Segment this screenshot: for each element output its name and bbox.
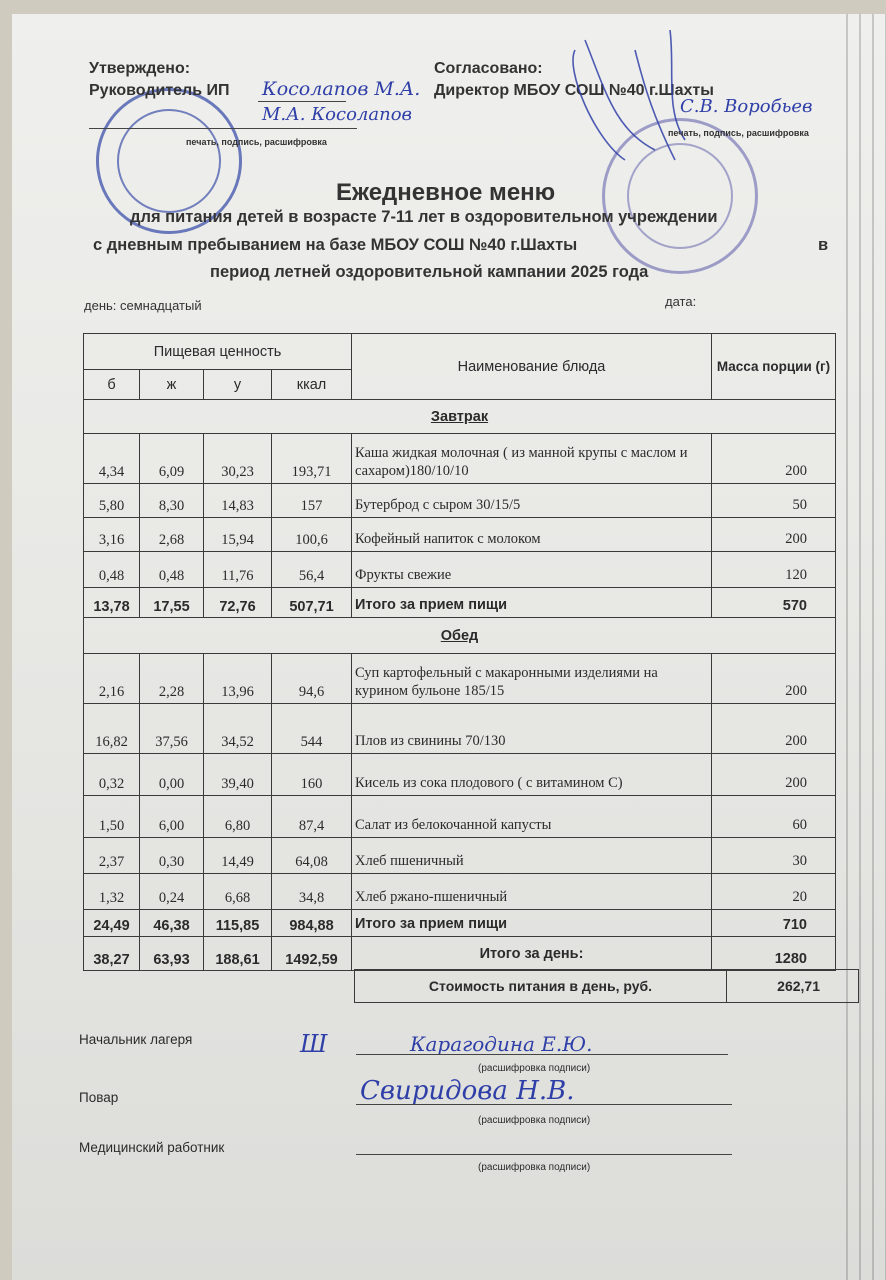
agreed-label: Согласовано: (434, 60, 543, 77)
cell-b: 3,16 (84, 518, 140, 552)
cell-b: 5,80 (84, 484, 140, 518)
approved-role: Руководитель ИП (89, 82, 230, 99)
cell-u: 14,49 (204, 838, 272, 874)
agreed-handwritten-scribble (565, 30, 695, 170)
cell-mass: 200 (712, 754, 836, 796)
cell-u: 6,68 (204, 874, 272, 910)
table-row (84, 552, 836, 588)
cell-zh: 17,55 (140, 588, 204, 618)
cell-mass: 1280 (712, 937, 836, 971)
agreed-signature: С.В. Воробьев (680, 96, 813, 117)
cell-b: 38,27 (84, 937, 140, 971)
cell-u: 188,61 (204, 937, 272, 971)
cell-dish: Суп картофельный с макаронными изделиями на курином бульоне 185/15 (352, 654, 712, 704)
camp-head-scribble: Ш (300, 1030, 328, 1058)
cell-kcal: 544 (272, 704, 352, 754)
cell-mass: 120 (712, 552, 836, 588)
cook-caption: (расшифровка подписи) (478, 1115, 591, 1126)
cell-b: 13,78 (84, 588, 140, 618)
cell-mass: 200 (712, 434, 836, 484)
cell-b: 2,37 (84, 838, 140, 874)
cell-dish: Салат из белокочанной капусты (352, 796, 712, 838)
cell-total-label: Итого за прием пищи (352, 910, 712, 937)
camp-head-label: Начальник лагеря (79, 1032, 193, 1047)
table-row (84, 654, 836, 704)
cell-dish: Фрукты свежие (352, 552, 712, 588)
cell-zh: 6,09 (140, 434, 204, 484)
cell-mass: 200 (712, 704, 836, 754)
table-row (84, 838, 836, 874)
cell-kcal: 1492,59 (272, 937, 352, 971)
camp-head-caption: (расшифровка подписи) (478, 1063, 591, 1074)
cell-b: 24,49 (84, 910, 140, 937)
cell-u: 6,80 (204, 796, 272, 838)
table-row (84, 874, 836, 910)
cell-u: 39,40 (204, 754, 272, 796)
cell-zh: 0,24 (140, 874, 204, 910)
cell-u: 11,76 (204, 552, 272, 588)
table-row (84, 434, 836, 484)
cell-b: 0,48 (84, 552, 140, 588)
cell-mass: 50 (712, 484, 836, 518)
table-row (84, 796, 836, 838)
cell-zh: 0,30 (140, 838, 204, 874)
cell-dish: Плов из свинины 70/130 (352, 704, 712, 754)
cell-zh: 0,48 (140, 552, 204, 588)
medic-label: Медицинский работник (79, 1140, 225, 1155)
cost-value: 262,71 (727, 970, 859, 1003)
header-zh: ж (140, 370, 204, 400)
cell-dish: Кофейный напиток с молоком (352, 518, 712, 552)
cell-mass: 570 (712, 588, 836, 618)
cell-b: 16,82 (84, 704, 140, 754)
cell-kcal: 64,08 (272, 838, 352, 874)
cell-zh: 37,56 (140, 704, 204, 754)
header-b: б (84, 370, 140, 400)
camp-head-signature: Карагодина Е.Ю. (410, 1032, 593, 1056)
cell-kcal: 157 (272, 484, 352, 518)
approved-signature-decoded: М.А. Косолапов (262, 104, 413, 125)
cell-zh: 46,38 (140, 910, 204, 937)
camp-head-line (356, 1054, 728, 1055)
cell-kcal: 984,88 (272, 910, 352, 937)
header-nutrition: Пищевая ценность (84, 334, 352, 370)
cost-label: Стоимость питания в день, руб. (355, 970, 727, 1003)
cell-u: 115,85 (204, 910, 272, 937)
agreed-caption: печать, подпись, расшифровка (668, 128, 809, 138)
cell-dish: Каша жидкая молочная ( из манной крупы с маслом и сахаром)180/10/10 (352, 434, 712, 484)
cell-mass: 60 (712, 796, 836, 838)
cell-u: 34,52 (204, 704, 272, 754)
cell-mass: 30 (712, 838, 836, 874)
approved-line (89, 128, 357, 129)
cell-day-total-label: Итого за день: (352, 937, 712, 971)
table-row (84, 484, 836, 518)
cell-zh: 8,30 (140, 484, 204, 518)
cell-total-label: Итого за прием пищи (352, 588, 712, 618)
cell-dish: Хлеб пшеничный (352, 838, 712, 874)
agreed-role: Директор МБОУ СОШ №40 г.Шахты (434, 82, 714, 99)
cook-signature: Свиридова Н.В. (360, 1076, 575, 1106)
cell-zh: 2,28 (140, 654, 204, 704)
header-mass: Масса порции (г) (712, 334, 836, 400)
cell-zh: 2,68 (140, 518, 204, 552)
cell-b: 1,32 (84, 874, 140, 910)
section-lunch: Обед (84, 618, 836, 654)
approved-signature: Косолапов М.А. (262, 78, 421, 100)
cell-u: 13,96 (204, 654, 272, 704)
menu-table (83, 333, 836, 971)
title-line-2-tail: в (818, 236, 829, 254)
header-u: у (204, 370, 272, 400)
approved-label: Утверждено: (89, 60, 191, 77)
cell-dish: Кисель из сока плодового ( с витамином С) (352, 754, 712, 796)
cell-kcal: 34,8 (272, 874, 352, 910)
medic-line (356, 1154, 732, 1155)
header-kcal: ккал (272, 370, 352, 400)
cell-b: 1,50 (84, 796, 140, 838)
cell-kcal: 193,71 (272, 434, 352, 484)
table-row (84, 704, 836, 754)
cell-zh: 63,93 (140, 937, 204, 971)
cost-table (354, 969, 859, 1003)
table-row (84, 754, 836, 796)
section-breakfast: Завтрак (84, 400, 836, 434)
cell-u: 72,76 (204, 588, 272, 618)
cell-kcal: 507,71 (272, 588, 352, 618)
date-label: дата: (665, 294, 697, 309)
lunch-total-row (84, 910, 836, 937)
cell-kcal: 160 (272, 754, 352, 796)
approved-caption: печать, подпись, расшифровка (186, 137, 327, 147)
cell-kcal: 87,4 (272, 796, 352, 838)
cell-b: 2,16 (84, 654, 140, 704)
cell-u: 15,94 (204, 518, 272, 552)
cell-kcal: 56,4 (272, 552, 352, 588)
title-line-2: с дневным пребыванием на базе МБОУ СОШ №40 г.Шахты (93, 236, 578, 254)
cell-kcal: 94,6 (272, 654, 352, 704)
header-dish: Наименование блюда (352, 334, 712, 400)
cell-mass: 200 (712, 518, 836, 552)
cell-dish: Бутерброд с сыром 30/15/5 (352, 484, 712, 518)
cell-zh: 6,00 (140, 796, 204, 838)
paper-stack-edge (840, 14, 886, 1280)
medic-caption: (расшифровка подписи) (478, 1162, 591, 1173)
day-label: день: семнадцатый (84, 298, 202, 313)
cell-b: 0,32 (84, 754, 140, 796)
cell-mass: 710 (712, 910, 836, 937)
cell-dish: Хлеб ржано-пшеничный (352, 874, 712, 910)
title-line-1: для питания детей в возрасте 7-11 лет в оздоровительном учреждении (130, 208, 718, 226)
cook-label: Повар (79, 1090, 119, 1105)
day-total-row (84, 937, 836, 971)
cook-line (356, 1104, 732, 1105)
cell-mass: 20 (712, 874, 836, 910)
table-row (84, 518, 836, 552)
cell-mass: 200 (712, 654, 836, 704)
cell-u: 14,83 (204, 484, 272, 518)
breakfast-total-row (84, 588, 836, 618)
approved-signature-line (258, 101, 346, 102)
title-line-3: период летней оздоровительной кампании 2025 года (210, 263, 649, 281)
cell-u: 30,23 (204, 434, 272, 484)
document-title: Ежедневное меню (336, 179, 556, 206)
cell-kcal: 100,6 (272, 518, 352, 552)
cell-zh: 0,00 (140, 754, 204, 796)
cell-b: 4,34 (84, 434, 140, 484)
